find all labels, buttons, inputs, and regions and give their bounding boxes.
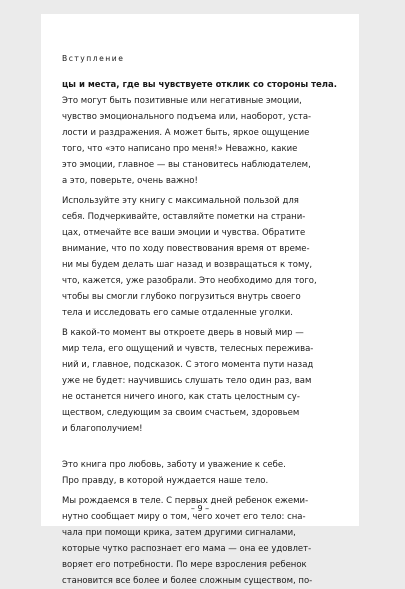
text-line: не останется ничего иного, как стать целостным су- bbox=[62, 392, 300, 402]
text-line: себя. Подчеркивайте, оставляйте пометки на страни- bbox=[62, 212, 306, 222]
text-line: которые чутко распознает его мама — она ее удовлет- bbox=[62, 544, 312, 554]
book-page bbox=[41, 14, 359, 586]
running-header: Вступление bbox=[62, 54, 125, 63]
paragraph-4 bbox=[62, 457, 342, 489]
text-line: цы и места, где вы чувствуете отклик со стороны тела. bbox=[62, 80, 337, 90]
text-line: что, кажется, уже разобрали. Это необходимо для того, bbox=[62, 276, 317, 286]
text-line: а это, поверьте, очень важно! bbox=[62, 176, 198, 186]
text-line: ни мы будем делать шаг назад и возвращаться к тому, bbox=[62, 260, 313, 270]
text-line: Про правду, в которой нуждается наше тело. bbox=[62, 476, 269, 486]
text-line: Мы рождаемся в теле. С первых дней ребенок ежеми- bbox=[62, 496, 309, 506]
page-number: – 9 – bbox=[190, 504, 210, 513]
text-line: цах, отмечайте все ваши эмоции и чувства. Обратите bbox=[62, 228, 306, 238]
text-line: чала при помощи крика, затем другими сигналами, bbox=[62, 528, 296, 538]
text-line: чтобы вы смогли глубоко погрузиться внутрь своего bbox=[62, 292, 301, 302]
text-line: В какой-то момент вы откроете дверь в новый мир — bbox=[62, 328, 304, 338]
paragraph-2 bbox=[62, 193, 342, 321]
text-line: того, что «это написано про меня!» Неважно, какие bbox=[62, 144, 298, 154]
text-line: это эмоции, главное — вы становитесь наблюдателем, bbox=[62, 160, 311, 170]
text-line: ний и, главное, подсказок. С этого момента пути назад bbox=[62, 360, 314, 370]
text-line: мир тела, его ощущений и чувств, телесных пережива- bbox=[62, 344, 314, 354]
text-line: и благополучием! bbox=[62, 424, 143, 434]
text-line: нутно сообщает миру о том, чего хочет его тело: сна- bbox=[62, 512, 306, 522]
text-line: чувство эмоционального подъема или, наоборот, уста- bbox=[62, 112, 312, 122]
text-line: внимание, что по ходу повествования время от време- bbox=[62, 244, 310, 254]
text-line: Это могут быть позитивные или негативные эмоции, bbox=[62, 96, 302, 106]
paragraph-1 bbox=[62, 77, 342, 189]
text-line: воряет его потребности. По мере взросления ребенок bbox=[62, 560, 307, 570]
text-line: Используйте эту книгу с максимальной пользой для bbox=[62, 196, 299, 206]
text-line: Это книга про любовь, заботу и уважение к себе. bbox=[62, 460, 286, 470]
text-line: лости и раздражения. А может быть, яркое ощущение bbox=[62, 128, 310, 138]
paragraph-3 bbox=[62, 325, 342, 437]
text-line: уже не будет: научившись слушать тело один раз, вам bbox=[62, 376, 312, 386]
text-line: становится все более и более сложным существом, по- bbox=[62, 576, 313, 586]
text-line: тела и исследовать его самые отдаленные уголки. bbox=[62, 308, 293, 318]
text-line: ществом, следующим за своим счастьем, здоровьем bbox=[62, 408, 300, 418]
